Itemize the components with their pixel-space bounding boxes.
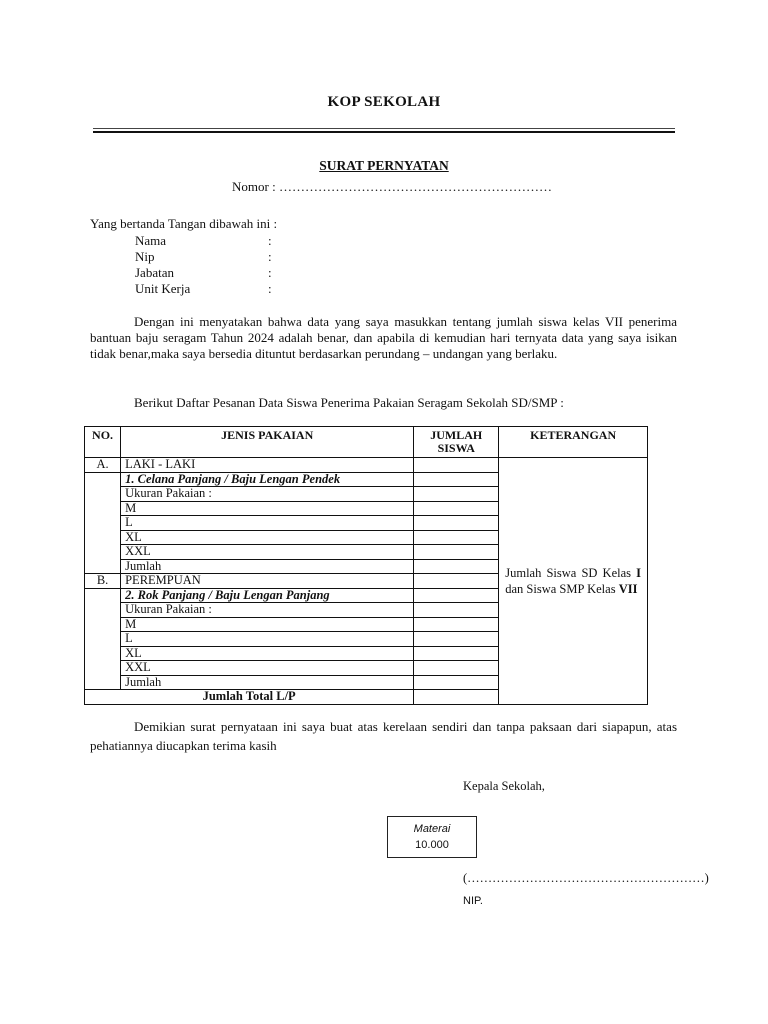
count-cell — [414, 646, 499, 661]
size-label-m: M — [121, 617, 414, 632]
closing-text: Demikian surat pernyataan ini saya buat atas kerelaan sendiri dan tanpa paksaan dari siapapun, atas pehatiannya diucapkan terima kasih — [90, 719, 677, 753]
size-label-xl: XL — [121, 530, 414, 545]
item-label: 1. Celana Panjang / Baju Lengan Pendek — [121, 472, 414, 487]
size-label-m: M — [121, 501, 414, 516]
statement-paragraph — [90, 314, 677, 362]
count-cell — [414, 675, 499, 690]
field-colon: : — [268, 249, 272, 264]
signature-title: Kepala Sekolah, — [463, 779, 545, 793]
letterhead-rule-thick — [93, 131, 675, 133]
header-jenis: JENIS PAKAIAN — [121, 427, 414, 458]
field-colon: : — [268, 233, 272, 248]
field-label-jabatan: Jabatan — [135, 265, 174, 280]
count-cell — [414, 530, 499, 545]
count-cell — [414, 516, 499, 531]
section-label: LAKI - LAKI — [121, 458, 414, 473]
count-cell — [414, 559, 499, 574]
identity-intro: Yang bertanda Tangan dibawah ini : — [90, 216, 278, 231]
stamp-box — [387, 816, 477, 858]
statement-text: Dengan ini menyatakan bahwa data yang saya masukkan tentang jumlah siswa kelas VII penerima bantuan baju seragam Tahun 2024 adalah benar, dan apabila di kemudian hari ternyata data yang saya isikan tidak benar,maka saya bersedia dituntut berdasarkan perundang – undangan yang berlaku. — [90, 314, 677, 361]
count-cell — [414, 501, 499, 516]
signature-nip: NIP. — [463, 895, 483, 907]
stamp-value: 10.000 — [415, 839, 449, 851]
no-cell-empty — [85, 588, 121, 690]
keterangan-cell: Jumlah Siswa SD Kelas I dan Siswa SMP Kelas VII — [499, 458, 648, 705]
letterhead-title: KOP SEKOLAH — [327, 94, 441, 110]
uniform-order-table — [84, 426, 648, 705]
document-number: Nomor : ……………………………………………………… — [232, 179, 552, 194]
section-label: PEREMPUAN — [121, 574, 414, 589]
field-label-nama: Nama — [135, 233, 167, 248]
count-cell — [414, 603, 499, 618]
count-cell — [414, 545, 499, 560]
closing-paragraph — [90, 717, 677, 755]
size-label-xxl: XXL — [121, 661, 414, 676]
count-cell — [414, 617, 499, 632]
jumlah-label: Jumlah — [121, 559, 414, 574]
field-colon: : — [268, 265, 272, 280]
count-cell — [414, 574, 499, 589]
field-label-unit-kerja: Unit Kerja — [135, 281, 191, 296]
header-jumlah-line2: SISWA — [437, 441, 475, 455]
count-cell — [414, 588, 499, 603]
field-label-nip: Nip — [135, 249, 155, 264]
total-label: Jumlah Total L/P — [85, 690, 414, 705]
size-label-l: L — [121, 632, 414, 647]
header-jumlah — [414, 427, 499, 458]
size-label-xxl: XXL — [121, 545, 414, 560]
header-keterangan: KETERANGAN — [499, 427, 648, 458]
field-colon: : — [268, 281, 272, 296]
table-header-row — [85, 427, 648, 458]
section-no: B. — [85, 574, 121, 589]
no-cell-empty — [85, 472, 121, 574]
table-row — [85, 458, 648, 473]
count-cell — [414, 487, 499, 502]
signature-name-line: (…………………………………………………) — [463, 871, 709, 885]
ukuran-label: Ukuran Pakaian : — [121, 603, 414, 618]
count-cell — [414, 632, 499, 647]
size-label-l: L — [121, 516, 414, 531]
letterhead-rule-thin — [93, 128, 675, 129]
count-cell — [414, 458, 499, 473]
header-jumlah-line1: JUMLAH — [430, 428, 483, 442]
stamp-label: Materai — [413, 823, 451, 835]
item-label: 2. Rok Panjang / Baju Lengan Panjang — [121, 588, 414, 603]
size-label-xl: XL — [121, 646, 414, 661]
list-intro: Berikut Daftar Pesanan Data Siswa Penerima Pakaian Seragam Sekolah SD/SMP : — [134, 395, 564, 410]
header-no: NO. — [85, 427, 121, 458]
ukuran-label: Ukuran Pakaian : — [121, 487, 414, 502]
section-no: A. — [85, 458, 121, 473]
count-cell — [414, 661, 499, 676]
jumlah-label: Jumlah — [121, 675, 414, 690]
count-cell — [414, 472, 499, 487]
document-title: SURAT PERNYATAN — [319, 158, 449, 173]
count-cell — [414, 690, 499, 705]
